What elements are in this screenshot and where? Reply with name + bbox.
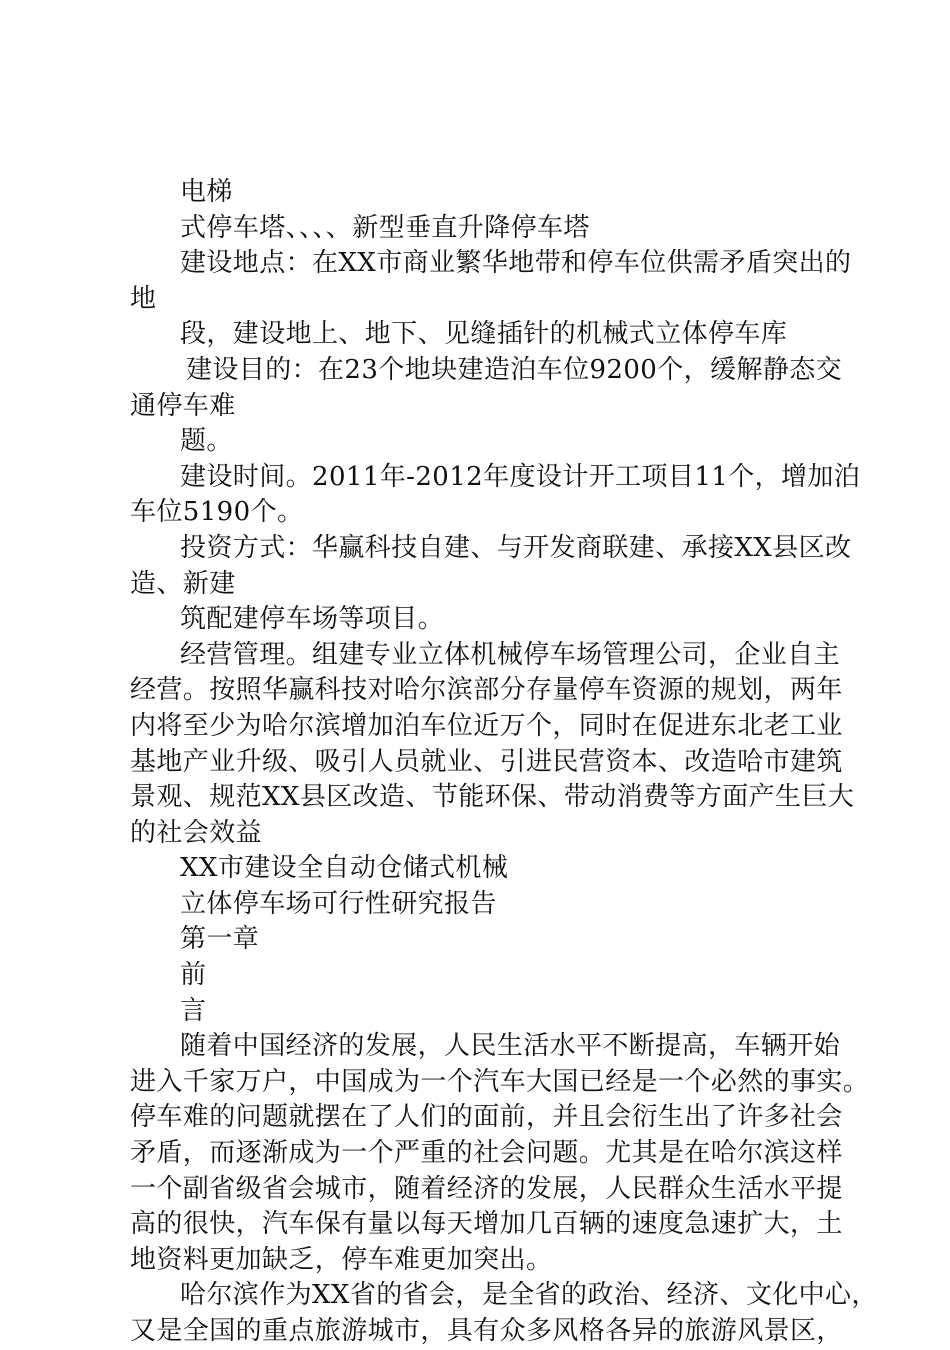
text-line: 电梯 [180, 177, 233, 207]
text-line: 建设地点：在XX市商业繁华地带和停车位供需矛盾突出的 [180, 248, 852, 279]
text-line: 一个副省级省会城市，随着经济的发展，人民群众生活水平提 [130, 1173, 843, 1204]
document-body [130, 175, 878, 1350]
chapter-title: 言 [180, 995, 207, 1026]
text-line: 车位5190个。 [130, 497, 304, 528]
text-line: 筑配建停车场等项目。 [180, 604, 445, 635]
text-line: XX市建设全自动仓储式机械 [180, 853, 509, 884]
text-line: 景观、规范XX县区改造、节能环保、带动消费等方面产生巨大 [130, 782, 855, 813]
text-line: 立体停车场可行性研究报告 [180, 888, 497, 919]
text-line: 哈尔滨作为XX省的省会，是全省的政治、经济、文化中心， [180, 1280, 878, 1311]
text-line: 题。 [180, 426, 233, 457]
text-line: 基地产业升级、吸引人员就业、引进民营资本、改造哈市建筑 [130, 746, 843, 777]
chapter-title: 前 [180, 960, 207, 991]
text-line: 造、新建 [130, 568, 236, 599]
text-line: 段，建设地上、地下、见缝插针的机械式立体停车库 [180, 319, 788, 350]
text-line: 的社会效益 [130, 817, 263, 848]
text-line: 地资料更加缺乏，停车难更加突出。 [130, 1244, 553, 1275]
text-line: 建设时间。2011年-2012年度设计开工项目11个，增加泊 [180, 461, 861, 492]
chapter-heading: 第一章 [180, 924, 260, 955]
text-line: 进入千家万户，中国成为一个汽车大国已经是一个必然的事实。 [130, 1066, 870, 1097]
text-line: 矛盾，而逐渐成为一个严重的社会问题。尤其是在哈尔滨这样 [130, 1138, 843, 1169]
text-line: 停车难的问题就摆在了人们的面前，并且会衍生出了许多社会 [130, 1102, 843, 1133]
text-line: 经营。按照华赢科技对哈尔滨部分存量停车资源的规划，两年 [130, 675, 843, 706]
text-line: 建设目的：在23个地块建造泊车位9200个，缓解静态交 [186, 354, 843, 385]
text-line: 经营管理。组建专业立体机械停车场管理公司，企业自主 [180, 639, 841, 670]
text-line: 高的很快，汽车保有量以每天增加几百辆的速度急速扩大，土 [130, 1209, 843, 1240]
text-line: 投资方式：华赢科技自建、与开发商联建、承接XX县区改 [180, 532, 852, 563]
text-line: 式停车塔、、、、新型垂直升降停车塔 [180, 212, 590, 243]
text-line: 内将至少为哈尔滨增加泊车位近万个，同时在促进东北老工业 [130, 710, 843, 741]
text-line: 又是全国的重点旅游城市，具有众多风格各异的旅游风景区， [130, 1316, 843, 1346]
text-line: 随着中国经济的发展，人民生活水平不断提高，车辆开始 [180, 1031, 841, 1062]
text-line: 通停车难 [130, 390, 236, 421]
text-line: 地 [130, 283, 157, 314]
